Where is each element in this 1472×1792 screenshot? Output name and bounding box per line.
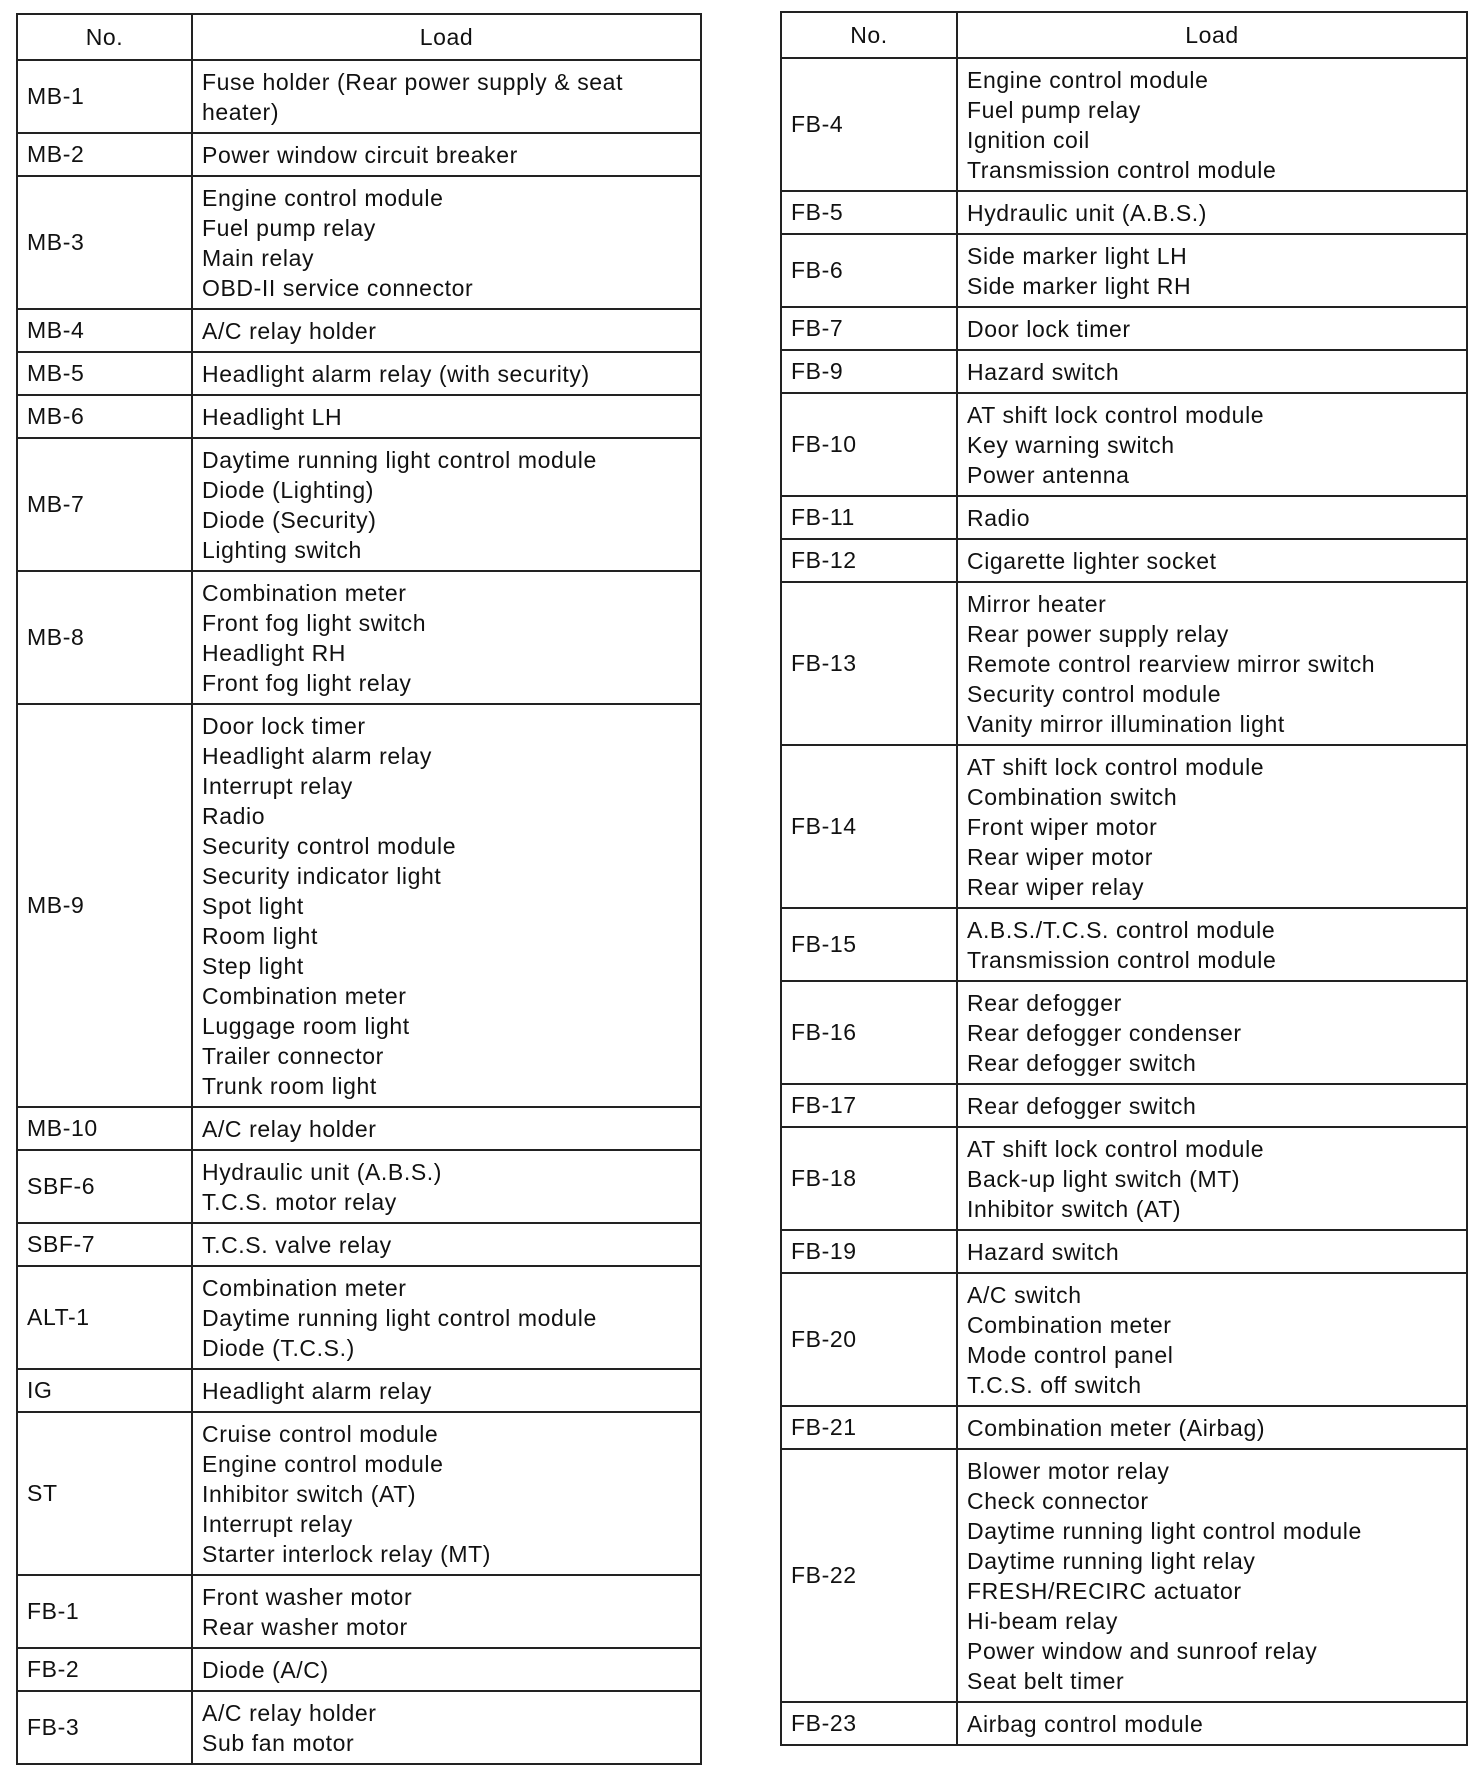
- load-item: Hazard switch: [967, 359, 1120, 385]
- load-item: Headlight LH: [202, 404, 343, 430]
- header-load: Load: [192, 14, 701, 60]
- table-row: [781, 539, 1467, 582]
- load-item: AT shift lock control module: [967, 1136, 1265, 1162]
- load-item: Daytime running light control module: [202, 447, 597, 473]
- table-row: [17, 571, 701, 704]
- fuse-number: FB-19: [781, 1230, 957, 1273]
- load-item: Daytime running light control module: [967, 1518, 1362, 1544]
- load-item: Headlight alarm relay (with security): [202, 361, 590, 387]
- table-row: [17, 438, 701, 571]
- load-item: Trailer connector: [202, 1043, 384, 1069]
- load-item: Rear power supply relay: [967, 621, 1229, 647]
- load-item: Power window and sunroof relay: [967, 1638, 1318, 1664]
- fuse-number: FB-7: [781, 307, 957, 350]
- load-item: Rear defogger switch: [967, 1093, 1197, 1119]
- load-item: Main relay: [202, 245, 315, 271]
- fuse-number: MB-5: [17, 352, 192, 395]
- load-cell: [957, 1084, 1467, 1127]
- fuse-number: MB-10: [17, 1107, 192, 1150]
- load-item: Radio: [967, 505, 1031, 531]
- fuse-number: FB-23: [781, 1702, 957, 1745]
- load-item: A.B.S./T.C.S. control module: [967, 917, 1276, 943]
- table-row: [17, 176, 701, 309]
- load-item: Daytime running light control module: [202, 1305, 597, 1331]
- header-row: [17, 14, 701, 60]
- fuse-number: FB-11: [781, 496, 957, 539]
- fuse-number: SBF-7: [17, 1223, 192, 1266]
- load-item: Fuel pump relay: [967, 97, 1141, 123]
- load-item: Trunk room light: [202, 1073, 377, 1099]
- table-row: [781, 496, 1467, 539]
- load-item: Cigarette lighter socket: [967, 548, 1217, 574]
- table-row: [17, 309, 701, 352]
- load-item: Luggage room light: [202, 1013, 410, 1039]
- load-cell: [957, 1449, 1467, 1702]
- fuse-number: MB-9: [17, 704, 192, 1107]
- load-item: Combination switch: [967, 784, 1178, 810]
- table-row: [781, 1406, 1467, 1449]
- load-item: Diode (A/C): [202, 1657, 329, 1683]
- load-item: Mode control panel: [967, 1342, 1174, 1368]
- load-cell: [192, 1369, 701, 1412]
- load-item: Combination meter: [967, 1312, 1172, 1338]
- table-row: [17, 1691, 701, 1764]
- load-item: Front fog light relay: [202, 670, 412, 696]
- load-item: Remote control rearview mirror switch: [967, 651, 1376, 677]
- load-cell: [192, 395, 701, 438]
- header-no: No.: [781, 12, 957, 58]
- load-item: FRESH/RECIRC actuator: [967, 1578, 1242, 1604]
- load-item: Radio: [202, 803, 266, 829]
- table-row: [781, 234, 1467, 307]
- table-row: [781, 1449, 1467, 1702]
- load-item: Combination meter: [202, 983, 407, 1009]
- fuse-number: FB-13: [781, 582, 957, 745]
- load-item: Security control module: [967, 681, 1222, 707]
- table-row: [17, 133, 701, 176]
- load-item: Hazard switch: [967, 1239, 1120, 1265]
- load-cell: [192, 309, 701, 352]
- load-item: Front wiper motor: [967, 814, 1158, 840]
- load-item: A/C relay holder: [202, 1116, 377, 1142]
- table-row: [781, 908, 1467, 981]
- load-cell: [957, 1230, 1467, 1273]
- load-item: Interrupt relay: [202, 773, 353, 799]
- load-cell: [192, 1575, 701, 1648]
- header-row: [781, 12, 1467, 58]
- load-cell: [957, 234, 1467, 307]
- load-item: Key warning switch: [967, 432, 1175, 458]
- load-cell: [192, 1266, 701, 1369]
- load-item: OBD-II service connector: [202, 275, 474, 301]
- load-item: Daytime running light relay: [967, 1548, 1256, 1574]
- load-item: Airbag control module: [967, 1711, 1204, 1737]
- load-cell: [957, 1406, 1467, 1449]
- table-row: [781, 307, 1467, 350]
- fuse-number: MB-1: [17, 60, 192, 133]
- load-item: Step light: [202, 953, 304, 979]
- fuse-number: FB-14: [781, 745, 957, 908]
- load-item: Door lock timer: [967, 316, 1131, 342]
- load-item: Room light: [202, 923, 318, 949]
- load-cell: [192, 1412, 701, 1575]
- load-item: Diode (Lighting): [202, 477, 374, 503]
- table-row: [17, 60, 701, 133]
- load-item: Front washer motor: [202, 1584, 413, 1610]
- load-item: Power window circuit breaker: [202, 142, 518, 168]
- load-item: Mirror heater: [967, 591, 1107, 617]
- load-item: T.C.S. off switch: [967, 1372, 1142, 1398]
- fuse-number: FB-3: [17, 1691, 192, 1764]
- load-item: Back-up light switch (MT): [967, 1166, 1241, 1192]
- load-cell: [957, 582, 1467, 745]
- fuse-number: FB-22: [781, 1449, 957, 1702]
- table-row: [17, 1150, 701, 1223]
- table-row: [17, 1575, 701, 1648]
- fuse-number: FB-5: [781, 191, 957, 234]
- table-row: [781, 981, 1467, 1084]
- table-row: [17, 1369, 701, 1412]
- fuse-number: MB-6: [17, 395, 192, 438]
- load-cell: [957, 496, 1467, 539]
- load-item: Headlight RH: [202, 640, 346, 666]
- load-cell: [192, 352, 701, 395]
- load-item: Cruise control module: [202, 1421, 439, 1447]
- load-item: Hydraulic unit (A.B.S.): [202, 1159, 443, 1185]
- load-cell: [192, 571, 701, 704]
- load-item: Inhibitor switch (AT): [967, 1196, 1182, 1222]
- load-item: Seat belt timer: [967, 1668, 1125, 1694]
- load-item: Security indicator light: [202, 863, 442, 889]
- fuse-number: FB-12: [781, 539, 957, 582]
- load-item: Front fog light switch: [202, 610, 427, 636]
- load-item: T.C.S. motor relay: [202, 1189, 397, 1215]
- load-item: Headlight alarm relay: [202, 743, 432, 769]
- load-cell: [192, 438, 701, 571]
- table-row: [781, 1127, 1467, 1230]
- fuse-number: ST: [17, 1412, 192, 1575]
- load-item: Inhibitor switch (AT): [202, 1481, 417, 1507]
- load-item: T.C.S. valve relay: [202, 1232, 392, 1258]
- load-item: Engine control module: [202, 1451, 444, 1477]
- load-cell: [957, 1273, 1467, 1406]
- load-cell: [957, 745, 1467, 908]
- fuse-number: MB-2: [17, 133, 192, 176]
- load-item: Sub fan motor: [202, 1730, 355, 1756]
- table-row: [781, 1230, 1467, 1273]
- table-row: [17, 1412, 701, 1575]
- fuse-number: FB-20: [781, 1273, 957, 1406]
- load-cell: [957, 350, 1467, 393]
- fuse-number: FB-18: [781, 1127, 957, 1230]
- load-item: Fuel pump relay: [202, 215, 376, 241]
- load-item: Security control module: [202, 833, 457, 859]
- table-row: [17, 1223, 701, 1266]
- load-cell: [192, 704, 701, 1107]
- load-cell: [192, 60, 701, 133]
- table-row: [17, 352, 701, 395]
- fuse-number: MB-4: [17, 309, 192, 352]
- load-item: Diode (T.C.S.): [202, 1335, 355, 1361]
- load-item: Rear wiper relay: [967, 874, 1145, 900]
- load-cell: [192, 133, 701, 176]
- table-row: [781, 1084, 1467, 1127]
- load-item: A/C relay holder: [202, 318, 377, 344]
- load-item: Door lock timer: [202, 713, 366, 739]
- load-cell: [192, 1150, 701, 1223]
- load-item: Combination meter: [202, 1275, 407, 1301]
- load-cell: [192, 176, 701, 309]
- load-cell: [957, 191, 1467, 234]
- load-item: Side marker light LH: [967, 243, 1188, 269]
- load-item: Engine control module: [967, 67, 1209, 93]
- table-row: [781, 191, 1467, 234]
- load-item: Lighting switch: [202, 537, 362, 563]
- fuse-number: MB-7: [17, 438, 192, 571]
- load-item: Rear washer motor: [202, 1614, 408, 1640]
- fuse-number: FB-6: [781, 234, 957, 307]
- table-row: [781, 350, 1467, 393]
- table-row: [781, 1273, 1467, 1406]
- load-cell: [957, 307, 1467, 350]
- load-cell: [192, 1648, 701, 1691]
- load-item: Hi-beam relay: [967, 1608, 1118, 1634]
- header-load: Load: [957, 12, 1467, 58]
- load-cell: [957, 1127, 1467, 1230]
- fuse-number: FB-2: [17, 1648, 192, 1691]
- fuse-number: FB-4: [781, 58, 957, 191]
- load-item: Hydraulic unit (A.B.S.): [967, 200, 1208, 226]
- load-item: Check connector: [967, 1488, 1149, 1514]
- load-item: AT shift lock control module: [967, 754, 1265, 780]
- table-row: [17, 1107, 701, 1150]
- fuse-number: SBF-6: [17, 1150, 192, 1223]
- fuse-number: FB-16: [781, 981, 957, 1084]
- table-row: [17, 395, 701, 438]
- load-item: Rear defogger switch: [967, 1050, 1197, 1076]
- load-item: Transmission control module: [967, 947, 1277, 973]
- load-item: Blower motor relay: [967, 1458, 1170, 1484]
- header-no: No.: [17, 14, 192, 60]
- load-item: Combination meter (Airbag): [967, 1415, 1266, 1441]
- fuse-number: FB-9: [781, 350, 957, 393]
- load-item: Engine control module: [202, 185, 444, 211]
- fuse-number: ALT-1: [17, 1266, 192, 1369]
- fuse-number: IG: [17, 1369, 192, 1412]
- table-row: [17, 704, 701, 1107]
- load-item: A/C switch: [967, 1282, 1082, 1308]
- fuse-number: MB-3: [17, 176, 192, 309]
- fuse-number: FB-10: [781, 393, 957, 496]
- table-row: [781, 393, 1467, 496]
- table-row: [17, 1266, 701, 1369]
- load-item: Headlight alarm relay: [202, 1378, 432, 1404]
- table-row: [781, 745, 1467, 908]
- load-item: Diode (Security): [202, 507, 377, 533]
- table-row: [781, 58, 1467, 191]
- table-row: [17, 1648, 701, 1691]
- table-row: [781, 582, 1467, 745]
- load-cell: [957, 908, 1467, 981]
- fuse-number: MB-8: [17, 571, 192, 704]
- load-item: Interrupt relay: [202, 1511, 353, 1537]
- load-item: Side marker light RH: [967, 273, 1192, 299]
- load-item: A/C relay holder: [202, 1700, 377, 1726]
- load-item: Transmission control module: [967, 157, 1277, 183]
- fuse-number: FB-1: [17, 1575, 192, 1648]
- load-item: Rear defogger: [967, 990, 1122, 1016]
- load-cell: [957, 981, 1467, 1084]
- load-item: Spot light: [202, 893, 304, 919]
- fuse-table-right: [780, 11, 1468, 1746]
- load-cell: [957, 393, 1467, 496]
- load-item: Vanity mirror illumination light: [967, 711, 1285, 737]
- table-row: [781, 1702, 1467, 1745]
- fuse-number: FB-17: [781, 1084, 957, 1127]
- load-item: Power antenna: [967, 462, 1130, 488]
- load-cell: [957, 58, 1467, 191]
- load-item: Starter interlock relay (MT): [202, 1541, 492, 1567]
- fuse-table-left: [16, 13, 702, 1765]
- load-item: Fuse holder (Rear power supply & seat heater): [202, 69, 624, 125]
- load-cell: [957, 539, 1467, 582]
- load-cell: [192, 1691, 701, 1764]
- load-item: Rear defogger condenser: [967, 1020, 1242, 1046]
- load-item: AT shift lock control module: [967, 402, 1265, 428]
- fuse-number: FB-15: [781, 908, 957, 981]
- fuse-number: FB-21: [781, 1406, 957, 1449]
- load-item: Rear wiper motor: [967, 844, 1153, 870]
- load-cell: [957, 1702, 1467, 1745]
- load-item: Ignition coil: [967, 127, 1090, 153]
- load-cell: [192, 1107, 701, 1150]
- load-cell: [192, 1223, 701, 1266]
- load-item: Combination meter: [202, 580, 407, 606]
